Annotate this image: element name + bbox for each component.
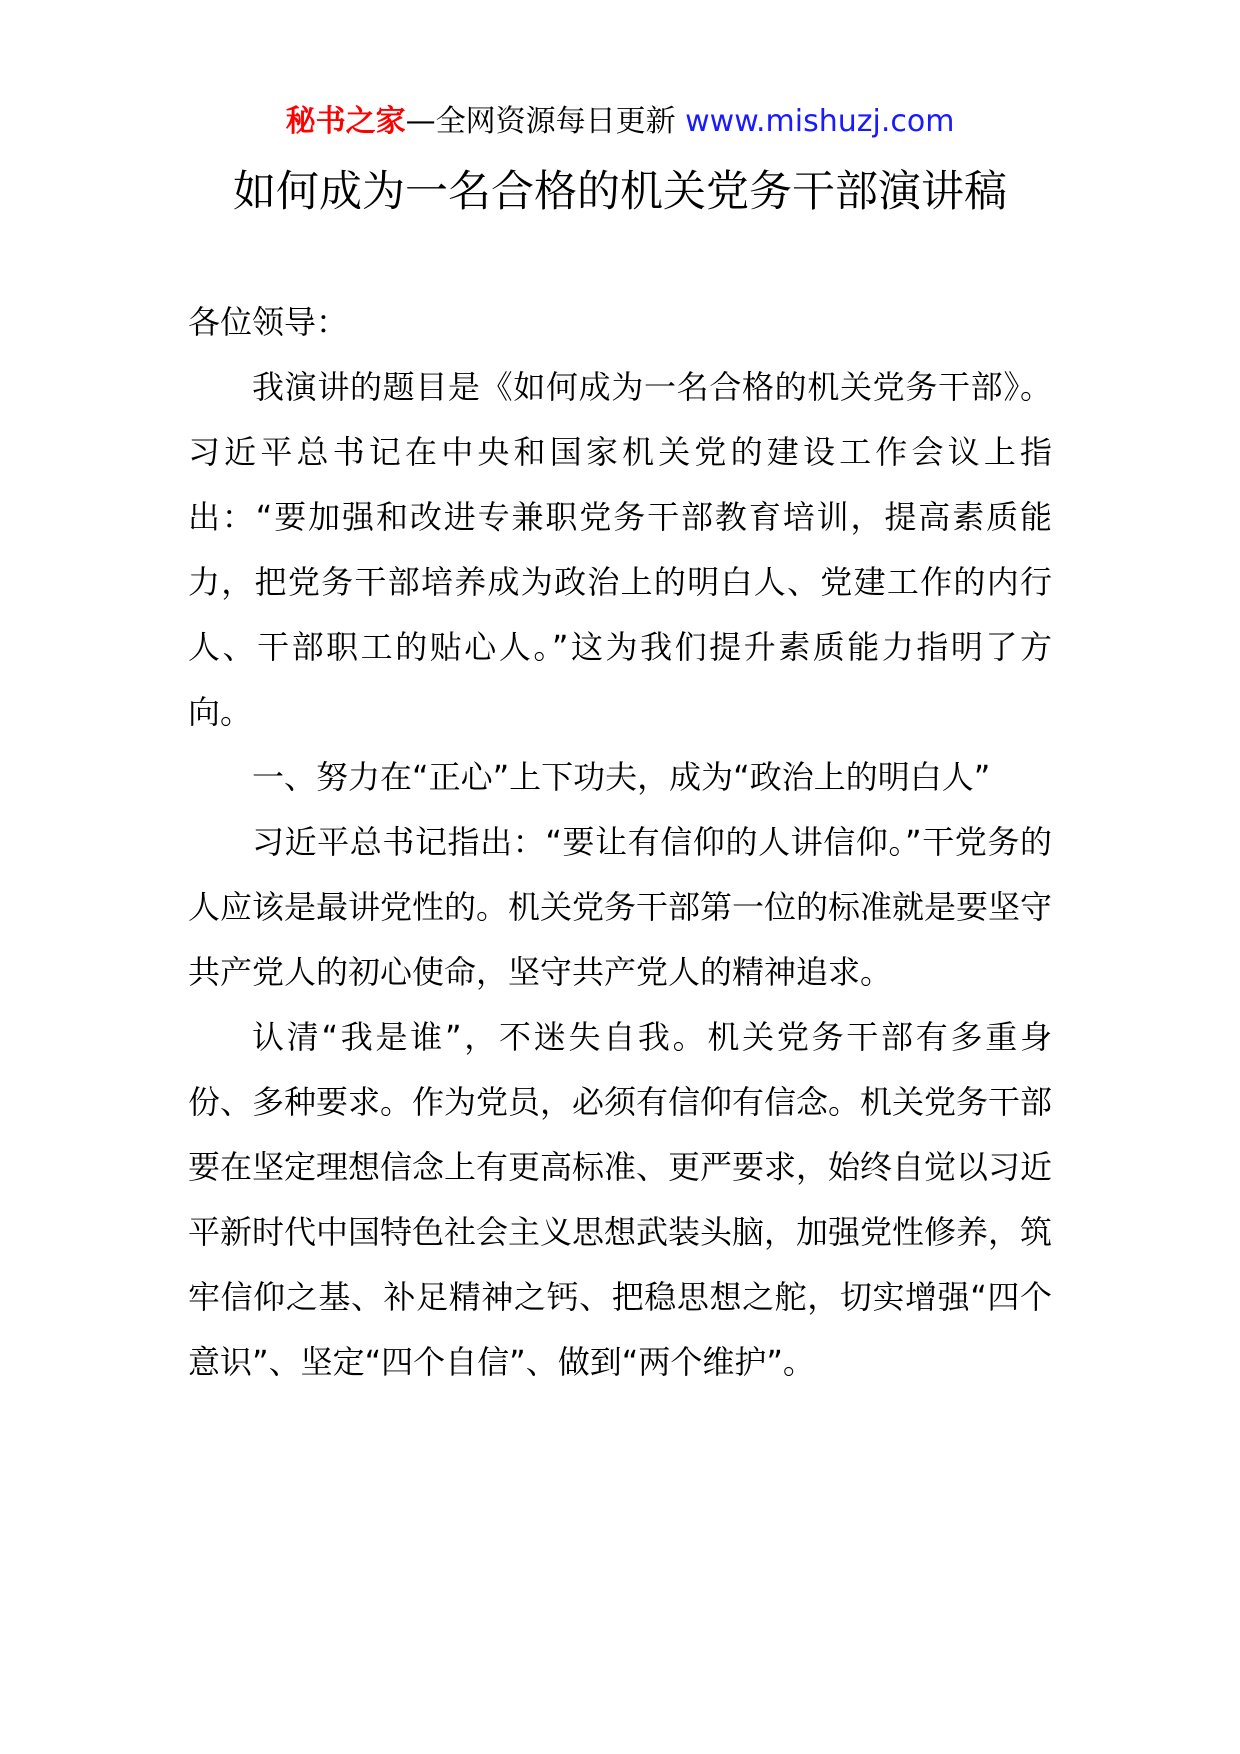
document-title: 如何成为一名合格的机关党务干部演讲稿 xyxy=(233,167,1007,217)
brand-name: 秘书之家 xyxy=(285,104,406,139)
intro-paragraph: 我演讲的题目是《如何成为一名合格的机关党务干部》。习近平总书记在中央和国家机关党的建设工作会议上指出：“要加强和改进专兼职党务干部教育培训，提高素质能力，把党务干部培养成为政治上的明白人、党建工作的内行人、干部职工的贴心人。”这为我们提升素质能力指明了方向。 xyxy=(188,368,1052,731)
body-paragraph: 习近平总书记指出：“要让有信仰的人讲信仰。”干党务的人应该是最讲党性的。机关党务干部第一位的标准就是要坚守共产党人的初心使命，坚守共产党人的精神追求。 xyxy=(188,823,1053,991)
header-tagline: —全网资源每日更新 xyxy=(405,104,686,139)
document-body xyxy=(188,290,1052,1395)
salutation: 各位领导： xyxy=(188,303,349,341)
site-header xyxy=(0,100,1240,144)
site-link[interactable]: www.mishuzj.com xyxy=(685,104,955,139)
section-heading: 一、努力在“正心”上下功夫，成为“政治上的明白人” xyxy=(252,758,991,796)
body-paragraph: 认清“我是谁”，不迷失自我。机关党务干部有多重身份、多种要求。作为党员，必须有信仰有信念。机关党务干部要在坚定理想信念上有更高标准、更严要求，始终自觉以习近平新时代中国特色社会主义思想武装头脑，加强党性修养，筑牢信仰之基、补足精神之钙、把稳思想之舵，切实增强“四个意识”、坚定“四个自信”、做到“两个维护”。 xyxy=(188,1018,1053,1381)
